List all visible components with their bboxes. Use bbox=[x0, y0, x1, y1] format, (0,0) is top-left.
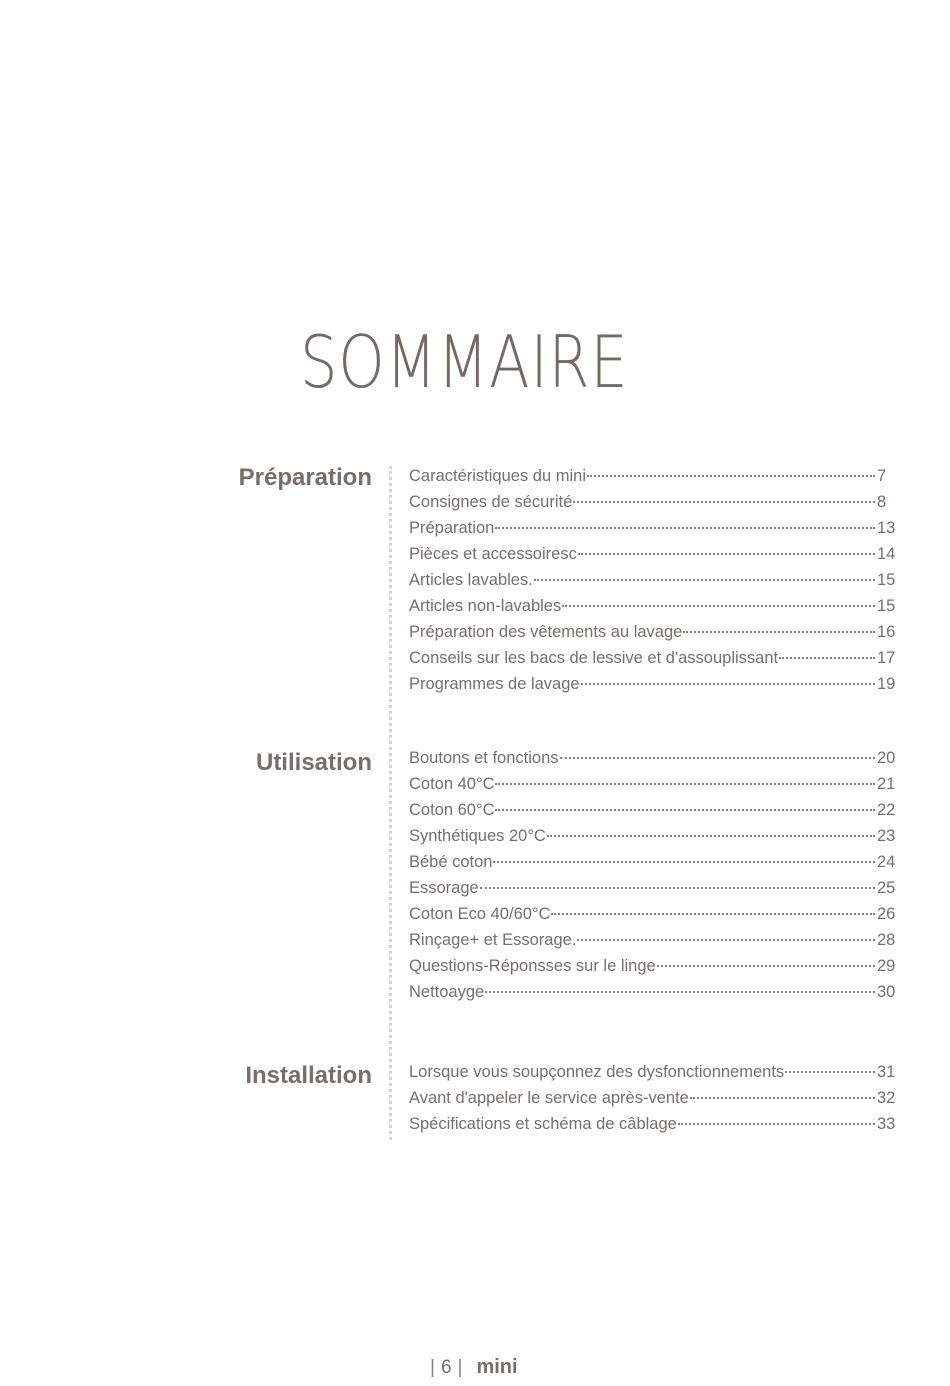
toc-entry-label: Rinçage+ et Essorage. bbox=[409, 931, 577, 949]
page-title: SOMMAIRE bbox=[300, 320, 629, 404]
leader-dots bbox=[578, 553, 875, 555]
toc-entry-label: Programmes de lavage bbox=[409, 675, 580, 693]
toc-entry-label: Questions-Réponsses sur le linge bbox=[409, 957, 656, 975]
toc-entry-page: 26 bbox=[877, 905, 896, 923]
page-footer bbox=[430, 1356, 518, 1379]
toc-list-installation bbox=[409, 1059, 897, 1137]
toc-entry-page: 23 bbox=[877, 827, 896, 845]
leader-dots bbox=[577, 939, 875, 941]
toc-entry-page: 30 bbox=[877, 983, 896, 1001]
toc-entry-label: Coton 40°C bbox=[409, 775, 495, 793]
toc-entry-page: 28 bbox=[877, 931, 896, 949]
toc-entry-page: 31 bbox=[877, 1063, 896, 1081]
footer-separator-right: | bbox=[457, 1357, 463, 1378]
leader-dots bbox=[551, 913, 875, 915]
toc-entry[interactable] bbox=[409, 489, 897, 515]
footer-page-number: 6 bbox=[440, 1357, 452, 1378]
toc-entry-page: 33 bbox=[877, 1115, 896, 1133]
toc-entry[interactable] bbox=[409, 645, 897, 671]
leader-dots bbox=[534, 579, 875, 581]
toc-list-utilisation bbox=[409, 745, 897, 1005]
toc-entry-page: 16 bbox=[877, 623, 896, 641]
leader-dots bbox=[573, 501, 875, 503]
toc-entry-label: Caractéristiques du mini bbox=[409, 467, 586, 485]
toc-entry[interactable] bbox=[409, 979, 897, 1005]
leader-dots bbox=[560, 757, 875, 759]
toc-entry-label: Coton 60°C bbox=[409, 801, 495, 819]
toc-entry-label: Lorsque vous soupçonnez des dysfonctionnements bbox=[409, 1063, 785, 1081]
toc-entry[interactable] bbox=[409, 463, 897, 489]
toc-entry-label: Boutons et fonctions bbox=[409, 749, 559, 767]
leader-dots bbox=[480, 887, 875, 889]
leader-dots bbox=[495, 783, 875, 785]
toc-entry-page: 14 bbox=[877, 545, 896, 563]
toc-entry[interactable] bbox=[409, 515, 897, 541]
toc-entry-page: 19 bbox=[877, 675, 896, 693]
toc-entry[interactable] bbox=[409, 797, 897, 823]
leader-dots bbox=[779, 657, 875, 659]
toc-entry-label: Nettoayge bbox=[409, 983, 485, 1001]
section-divider bbox=[389, 466, 392, 1140]
toc-entry[interactable] bbox=[409, 593, 897, 619]
toc-entry-label: Essorage bbox=[409, 879, 479, 897]
toc-entry-page: 21 bbox=[877, 775, 896, 793]
toc-entry-page: 32 bbox=[877, 1089, 896, 1107]
leader-dots bbox=[495, 527, 875, 529]
leader-dots bbox=[485, 991, 875, 993]
toc-entry-label: Articles lavables. bbox=[409, 571, 533, 589]
toc-entry-page: 7 bbox=[877, 467, 887, 485]
leader-dots bbox=[587, 475, 875, 477]
toc-list-preparation bbox=[409, 463, 897, 697]
footer-separator-left: | bbox=[430, 1357, 435, 1378]
toc-entry-label: Pièces et accessoiresc bbox=[409, 545, 577, 563]
toc-entry[interactable] bbox=[409, 875, 897, 901]
section-title-installation: Installation bbox=[245, 1062, 372, 1089]
toc-entry-page: 15 bbox=[877, 597, 896, 615]
toc-entry-page: 8 bbox=[877, 493, 887, 511]
toc-entry[interactable] bbox=[409, 1059, 897, 1085]
toc-entry-label: Préparation des vêtements au lavage bbox=[409, 623, 683, 641]
toc-entry-page: 22 bbox=[877, 801, 896, 819]
toc-entry[interactable] bbox=[409, 541, 897, 567]
leader-dots bbox=[657, 965, 875, 967]
toc-entry[interactable] bbox=[409, 901, 897, 927]
toc-entry-page: 15 bbox=[877, 571, 896, 589]
toc-entry[interactable] bbox=[409, 771, 897, 797]
toc-entry-label: Synthétiques 20°C bbox=[409, 827, 546, 845]
leader-dots bbox=[562, 605, 875, 607]
toc-entry-label: Bébé coton bbox=[409, 853, 493, 871]
toc-entry[interactable] bbox=[409, 745, 897, 771]
toc-entry[interactable] bbox=[409, 927, 897, 953]
leader-dots bbox=[785, 1071, 875, 1073]
toc-entry-label: Conseils sur les bacs de lessive et d'assouplissant bbox=[409, 649, 779, 667]
toc-entry-page: 29 bbox=[877, 957, 896, 975]
leader-dots bbox=[690, 1097, 875, 1099]
toc-entry-label: Articles non-lavables bbox=[409, 597, 562, 615]
toc-entry-label: Consignes de sécurité bbox=[409, 493, 573, 511]
toc-entry-label: Coton Eco 40/60°C bbox=[409, 905, 551, 923]
toc-entry[interactable] bbox=[409, 671, 897, 697]
leader-dots bbox=[495, 809, 875, 811]
leader-dots bbox=[547, 835, 875, 837]
section-title-utilisation: Utilisation bbox=[255, 749, 372, 776]
toc-entry[interactable] bbox=[409, 567, 897, 593]
toc-entry-label: Avant d'appeler le service après-vente bbox=[409, 1089, 689, 1107]
toc-entry[interactable] bbox=[409, 849, 897, 875]
section-title-preparation: Préparation bbox=[238, 464, 372, 491]
toc-entry-label: Préparation bbox=[409, 519, 495, 537]
toc-entry-page: 13 bbox=[877, 519, 896, 537]
leader-dots bbox=[683, 631, 875, 633]
leader-dots bbox=[493, 861, 875, 863]
toc-entry[interactable] bbox=[409, 1111, 897, 1137]
toc-entry-label: Spécifications et schéma de câblage bbox=[409, 1115, 677, 1133]
toc-entry[interactable] bbox=[409, 1085, 897, 1111]
toc-entry-page: 20 bbox=[877, 749, 896, 767]
toc-entry-page: 17 bbox=[877, 649, 896, 667]
leader-dots bbox=[678, 1123, 875, 1125]
toc-entry-page: 25 bbox=[877, 879, 896, 897]
toc-entry[interactable] bbox=[409, 953, 897, 979]
toc-entry[interactable] bbox=[409, 619, 897, 645]
toc-entry-page: 24 bbox=[877, 853, 896, 871]
leader-dots bbox=[581, 683, 875, 685]
toc-entry[interactable] bbox=[409, 823, 897, 849]
footer-brand: mini bbox=[476, 1356, 518, 1378]
